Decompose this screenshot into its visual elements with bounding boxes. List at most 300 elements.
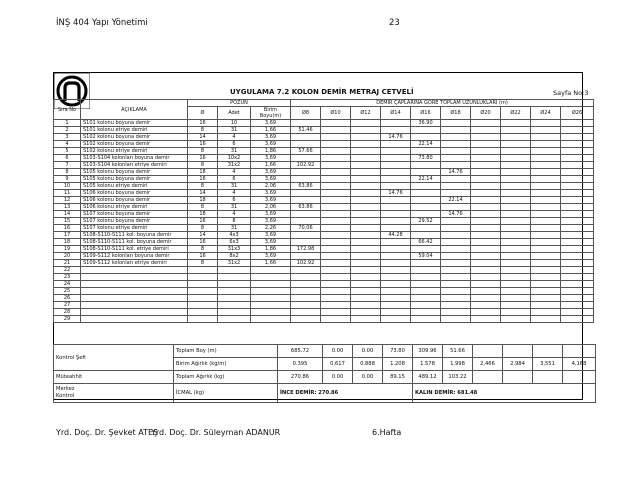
- row-d14: [381, 281, 411, 288]
- row-d22: [501, 253, 531, 260]
- row-desc: S105 kolonu boyuna demir: [81, 176, 188, 183]
- row-d24: [531, 232, 561, 239]
- row-d14: [381, 183, 411, 190]
- row-d10: [321, 204, 351, 211]
- row-boy: 1,66: [251, 260, 291, 267]
- row-d10: [321, 316, 351, 323]
- toplam-boy-d12: 0.00: [353, 345, 383, 358]
- birim-agirlik-label: Birim Ağırlık (kg/m): [174, 358, 278, 371]
- row-d20: [471, 169, 501, 176]
- table-row: [54, 162, 594, 169]
- row-d12: [351, 120, 381, 127]
- row-boy: 3,69: [251, 176, 291, 183]
- row-d26: [561, 155, 594, 162]
- row-dia: [188, 316, 218, 323]
- row-d12: [351, 176, 381, 183]
- row-dia: 14: [188, 190, 218, 197]
- row-dia: 8: [188, 162, 218, 169]
- row-d20: [471, 225, 501, 232]
- row-adet: 31: [218, 148, 251, 155]
- row-adet: 8x2: [218, 253, 251, 260]
- row-adet: [218, 288, 251, 295]
- row-boy: 3,69: [251, 239, 291, 246]
- row-d24: [531, 267, 561, 274]
- row-d20: [471, 295, 501, 302]
- table-row: [54, 141, 594, 148]
- row-d22: [501, 190, 531, 197]
- table-row: [54, 232, 594, 239]
- row-d26: [561, 162, 594, 169]
- row-d12: [351, 162, 381, 169]
- col-d10: Ø10: [321, 107, 351, 120]
- row-dia: 18: [188, 211, 218, 218]
- row-boy: [251, 302, 291, 309]
- row-d12: [351, 288, 381, 295]
- row-boy: 3,69: [251, 134, 291, 141]
- birim-agirlik-d20: 2,466: [473, 358, 503, 371]
- row-d10: [321, 141, 351, 148]
- row-d20: [471, 246, 501, 253]
- row-d26: [561, 127, 594, 134]
- row-d22: [501, 176, 531, 183]
- col-aciklama: AÇIKLAMA: [81, 100, 188, 120]
- row-d26: [561, 204, 594, 211]
- row-d22: [501, 295, 531, 302]
- row-d8: [291, 274, 321, 281]
- row-d16: 73.80: [411, 155, 441, 162]
- row-d26: [561, 211, 594, 218]
- row-d14: [381, 197, 411, 204]
- row-d10: [321, 260, 351, 267]
- table-row: [54, 295, 594, 302]
- row-boy: 3,69: [251, 190, 291, 197]
- row-desc: S107 kolonu boyuna demir: [81, 211, 188, 218]
- row-d22: [501, 246, 531, 253]
- row-desc: S101 kolonu boyuna demir: [81, 120, 188, 127]
- row-dia: 16: [188, 218, 218, 225]
- row-no: 12: [54, 197, 81, 204]
- row-d20: [471, 141, 501, 148]
- toplam-agirlik-d24: [533, 371, 563, 384]
- row-boy: 2,06: [251, 204, 291, 211]
- row-d24: [531, 253, 561, 260]
- row-d24: [531, 169, 561, 176]
- row-d16: [411, 288, 441, 295]
- row-d24: [531, 183, 561, 190]
- row-d18: 14.76: [441, 211, 471, 218]
- row-no: 4: [54, 141, 81, 148]
- row-boy: 2,26: [251, 225, 291, 232]
- row-dia: 8: [188, 204, 218, 211]
- row-d8: 63.86: [291, 204, 321, 211]
- row-d26: [561, 120, 594, 127]
- row-d12: [351, 134, 381, 141]
- row-desc: S107 kolonu etriye demiri: [81, 225, 188, 232]
- row-d24: [531, 127, 561, 134]
- row-boy: 3,69: [251, 169, 291, 176]
- header-course: İNŞ 404 Yapı Yönetimi: [56, 18, 148, 28]
- col-d8: Ø8: [291, 107, 321, 120]
- table-row: [54, 274, 594, 281]
- row-desc: [81, 281, 188, 288]
- table-row: [54, 246, 594, 253]
- row-dia: [188, 302, 218, 309]
- table-row: [54, 288, 594, 295]
- icmal-label: İCMAL (kg): [174, 384, 278, 403]
- row-d18: [441, 204, 471, 211]
- row-desc: [81, 288, 188, 295]
- row-desc: S102 kolonu boyuna demir: [81, 141, 188, 148]
- col-d20: Ø20: [471, 107, 501, 120]
- row-d26: [561, 260, 594, 267]
- row-dia: [188, 309, 218, 316]
- col-d12: Ø12: [351, 107, 381, 120]
- row-adet: 4: [218, 211, 251, 218]
- row-dia: 16: [188, 239, 218, 246]
- row-d18: [441, 309, 471, 316]
- row-d14: [381, 225, 411, 232]
- row-d22: [501, 267, 531, 274]
- row-d22: [501, 148, 531, 155]
- row-d26: [561, 302, 594, 309]
- row-dia: 18: [188, 169, 218, 176]
- row-d18: 22.14: [441, 197, 471, 204]
- row-d8: [291, 288, 321, 295]
- row-d26: [561, 281, 594, 288]
- row-d16: [411, 204, 441, 211]
- row-d16: [411, 281, 441, 288]
- row-d8: [291, 316, 321, 323]
- row-boy: 1,66: [251, 162, 291, 169]
- row-d18: [441, 134, 471, 141]
- row-d8: [291, 295, 321, 302]
- page-label: Sayfa No:3: [553, 89, 589, 97]
- row-boy: 3,69: [251, 218, 291, 225]
- row-adet: 6: [218, 141, 251, 148]
- row-d24: [531, 225, 561, 232]
- table-row: [54, 218, 594, 225]
- row-desc: S102 kolonu boyuna demir: [81, 134, 188, 141]
- row-d24: [531, 176, 561, 183]
- table-row: [54, 169, 594, 176]
- row-boy: 1,86: [251, 148, 291, 155]
- row-d16: [411, 316, 441, 323]
- header-page-number: 23: [389, 18, 400, 28]
- row-dia: 16: [188, 141, 218, 148]
- row-d8: [291, 190, 321, 197]
- row-adet: 6: [218, 197, 251, 204]
- row-d10: [321, 148, 351, 155]
- row-adet: [218, 309, 251, 316]
- row-d20: [471, 239, 501, 246]
- row-d8: 57.66: [291, 148, 321, 155]
- row-boy: [251, 281, 291, 288]
- row-d18: [441, 253, 471, 260]
- row-d14: [381, 267, 411, 274]
- row-d8: [291, 176, 321, 183]
- row-no: 19: [54, 246, 81, 253]
- row-d16: 22.14: [411, 141, 441, 148]
- row-d10: [321, 246, 351, 253]
- row-no: 1: [54, 120, 81, 127]
- row-d18: [441, 127, 471, 134]
- row-d22: [501, 281, 531, 288]
- row-d12: [351, 246, 381, 253]
- row-d16: [411, 232, 441, 239]
- row-d14: [381, 204, 411, 211]
- row-desc: S109-S112 kolonları boyuna demir: [81, 253, 188, 260]
- row-d12: [351, 183, 381, 190]
- col-sira: Sıra No: [54, 100, 81, 120]
- row-d12: [351, 169, 381, 176]
- row-d18: [441, 288, 471, 295]
- row-d14: [381, 260, 411, 267]
- row-no: 10: [54, 183, 81, 190]
- row-d10: [321, 232, 351, 239]
- row-d26: [561, 316, 594, 323]
- row-d20: [471, 260, 501, 267]
- toplam-boy-d20: [473, 345, 503, 358]
- row-d18: [441, 218, 471, 225]
- row-d20: [471, 120, 501, 127]
- row-no: 17: [54, 232, 81, 239]
- row-d10: [321, 176, 351, 183]
- row-d18: [441, 239, 471, 246]
- toplam-boy-d26: [563, 345, 596, 358]
- row-d22: [501, 155, 531, 162]
- row-d12: [351, 267, 381, 274]
- row-adet: 10: [218, 120, 251, 127]
- row-d16: [411, 211, 441, 218]
- row-d14: 14.76: [381, 190, 411, 197]
- row-d24: [531, 309, 561, 316]
- row-d8: [291, 267, 321, 274]
- row-d14: [381, 295, 411, 302]
- row-d16: [411, 127, 441, 134]
- row-d22: [501, 302, 531, 309]
- row-d16: [411, 260, 441, 267]
- footer-author-1: Yrd. Doç. Dr. Şevket ATEŞ: [56, 428, 159, 437]
- row-d16: [411, 190, 441, 197]
- row-d8: [291, 141, 321, 148]
- row-d24: [531, 295, 561, 302]
- row-d8: [291, 211, 321, 218]
- row-d14: [381, 211, 411, 218]
- row-desc: S106 kolonu boyuna demir: [81, 190, 188, 197]
- row-d10: [321, 309, 351, 316]
- row-adet: 31: [218, 204, 251, 211]
- row-no: 28: [54, 309, 81, 316]
- row-adet: 4x3: [218, 232, 251, 239]
- row-d26: [561, 148, 594, 155]
- row-d10: [321, 267, 351, 274]
- row-d26: [561, 246, 594, 253]
- row-d18: [441, 246, 471, 253]
- row-adet: 10x2: [218, 155, 251, 162]
- row-d20: [471, 316, 501, 323]
- row-d26: [561, 239, 594, 246]
- row-d20: [471, 302, 501, 309]
- toplam-boy-d10: 0.00: [323, 345, 353, 358]
- row-boy: [251, 288, 291, 295]
- row-d26: [561, 141, 594, 148]
- row-d8: [291, 155, 321, 162]
- row-d18: [441, 148, 471, 155]
- row-d14: [381, 141, 411, 148]
- row-d22: [501, 232, 531, 239]
- row-d22: [501, 316, 531, 323]
- row-adet: 31: [218, 127, 251, 134]
- row-d18: [441, 316, 471, 323]
- merkez-kontrol-label: Merkez Kontrol: [54, 384, 174, 403]
- row-d14: 14.76: [381, 134, 411, 141]
- row-boy: 3,69: [251, 211, 291, 218]
- table-row: [54, 155, 594, 162]
- row-d16: [411, 246, 441, 253]
- row-d14: [381, 169, 411, 176]
- row-d14: [381, 239, 411, 246]
- row-d8: [291, 218, 321, 225]
- toplam-agirlik-d16: 489.12: [413, 371, 443, 384]
- row-d24: [531, 190, 561, 197]
- row-d26: [561, 134, 594, 141]
- row-d16: [411, 225, 441, 232]
- row-d8: 102.92: [291, 260, 321, 267]
- row-d22: [501, 309, 531, 316]
- kalin-demir-total: KALIN DEMİR: 681.48: [413, 384, 596, 403]
- row-d26: [561, 225, 594, 232]
- row-d20: [471, 232, 501, 239]
- birim-agirlik-d14: 1.208: [383, 358, 413, 371]
- row-d24: [531, 239, 561, 246]
- metraj-table: [53, 99, 594, 323]
- row-no: 29: [54, 316, 81, 323]
- row-desc: [81, 309, 188, 316]
- toplam-agirlik-d18: 103.22: [443, 371, 473, 384]
- footer-author-2: Yrd. Doç. Dr. Süleyman ADANUR: [151, 428, 281, 437]
- row-desc: S105 kolonu boyuna demir: [81, 169, 188, 176]
- toplam-boy-d22: [503, 345, 533, 358]
- row-d10: [321, 211, 351, 218]
- row-d8: [291, 253, 321, 260]
- row-no: 26: [54, 295, 81, 302]
- row-no: 3: [54, 134, 81, 141]
- row-adet: [218, 295, 251, 302]
- row-no: 20: [54, 253, 81, 260]
- row-d20: [471, 309, 501, 316]
- row-adet: 4: [218, 169, 251, 176]
- row-d12: [351, 127, 381, 134]
- toplam-agirlik-d8: 270.86: [278, 371, 323, 384]
- row-d24: [531, 162, 561, 169]
- row-desc: S108-S110-S111 kol. boyuna demir: [81, 239, 188, 246]
- row-d16: [411, 274, 441, 281]
- row-d18: [441, 274, 471, 281]
- row-d26: [561, 197, 594, 204]
- row-adet: 31: [218, 225, 251, 232]
- row-d20: [471, 155, 501, 162]
- row-no: 25: [54, 288, 81, 295]
- row-d8: 172.98: [291, 246, 321, 253]
- row-d8: [291, 232, 321, 239]
- row-no: 2: [54, 127, 81, 134]
- row-dia: [188, 267, 218, 274]
- row-d8: 102.92: [291, 162, 321, 169]
- toplam-boy-d16: 309.96: [413, 345, 443, 358]
- row-d20: [471, 197, 501, 204]
- row-d10: [321, 253, 351, 260]
- col-boy: Birim Boyu(m): [251, 107, 291, 120]
- table-row: [54, 316, 594, 323]
- row-d24: [531, 197, 561, 204]
- row-d8: 51.46: [291, 127, 321, 134]
- row-d16: 36.90: [411, 120, 441, 127]
- row-dia: 8: [188, 127, 218, 134]
- footer-week: 6.Hafta: [372, 428, 402, 437]
- row-dia: [188, 274, 218, 281]
- col-d24: Ø24: [531, 107, 561, 120]
- row-adet: [218, 302, 251, 309]
- row-d18: [441, 295, 471, 302]
- birim-agirlik-d12: 0.888: [353, 358, 383, 371]
- row-d22: [501, 211, 531, 218]
- row-d24: [531, 141, 561, 148]
- row-d24: [531, 218, 561, 225]
- row-d8: [291, 197, 321, 204]
- row-desc: S107 kolonu boyuna demir: [81, 218, 188, 225]
- row-d16: 22.14: [411, 176, 441, 183]
- row-d20: [471, 127, 501, 134]
- col-pozun: POZUN: [188, 100, 291, 107]
- row-d12: [351, 155, 381, 162]
- row-d16: [411, 134, 441, 141]
- row-d24: [531, 155, 561, 162]
- table-row: [54, 183, 594, 190]
- table-row: [54, 302, 594, 309]
- row-d22: [501, 204, 531, 211]
- row-d10: [321, 225, 351, 232]
- kontrol-sefi-label: Kontrol Şefi: [54, 345, 174, 371]
- row-d22: [501, 134, 531, 141]
- toplam-agirlik-d14: 89.15: [383, 371, 413, 384]
- table-row: [54, 197, 594, 204]
- row-d22: [501, 162, 531, 169]
- row-desc: S102 kolonu etriye demiri: [81, 148, 188, 155]
- row-desc: [81, 267, 188, 274]
- row-d16: 59.04: [411, 253, 441, 260]
- row-d24: [531, 288, 561, 295]
- row-d10: [321, 302, 351, 309]
- row-no: 15: [54, 218, 81, 225]
- row-d14: [381, 148, 411, 155]
- row-d18: [441, 141, 471, 148]
- row-no: 16: [54, 225, 81, 232]
- row-adet: 4: [218, 190, 251, 197]
- row-d14: [381, 274, 411, 281]
- row-dia: 16: [188, 155, 218, 162]
- row-d22: [501, 183, 531, 190]
- row-d10: [321, 183, 351, 190]
- row-d10: [321, 295, 351, 302]
- row-desc: S101 kolonu etriye demiri: [81, 127, 188, 134]
- row-no: 27: [54, 302, 81, 309]
- row-d24: [531, 211, 561, 218]
- row-d14: [381, 309, 411, 316]
- row-d12: [351, 204, 381, 211]
- row-d24: [531, 274, 561, 281]
- row-d22: [501, 218, 531, 225]
- col-d22: Ø22: [501, 107, 531, 120]
